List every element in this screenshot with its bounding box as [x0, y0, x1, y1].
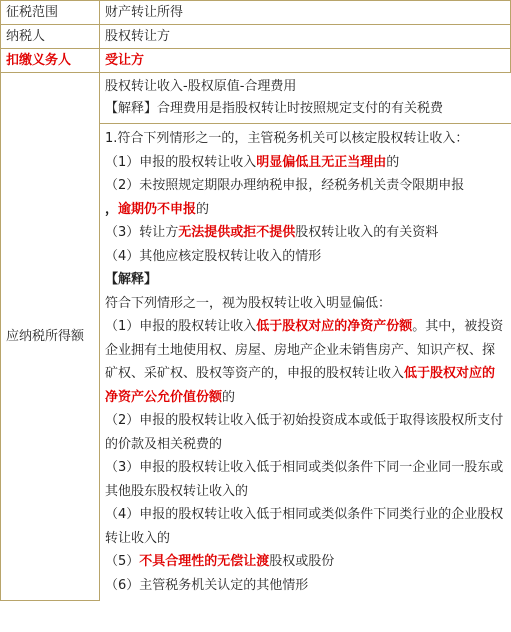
- e5-suffix: 股权或股份: [269, 554, 335, 569]
- item1-emph: 明显偏低且无正当理由: [256, 154, 387, 170]
- taxpayer-value: 股权转让方: [100, 25, 511, 49]
- item3-prefix: （3）转让方: [105, 225, 179, 240]
- item2-emph: 逾期仍不申报: [118, 201, 197, 217]
- explain-item1: [105, 315, 506, 409]
- formula-row: [100, 73, 511, 124]
- row-taxpayer: [1, 25, 511, 49]
- explain-item4: （4）申报的股权转让收入低于相同或类似条件下同类行业的企业股权转让收入的: [105, 507, 504, 546]
- taxpayer-key: 纳税人: [1, 25, 100, 49]
- item2-suffix: 的: [196, 201, 210, 217]
- explain-intro: 符合下列情形之一，视为股权转让收入明显偏低：: [105, 295, 392, 311]
- item1-prefix: （1）申报的股权转让收入: [105, 154, 257, 170]
- rules-row: [100, 124, 511, 601]
- e1-suffix: 的: [222, 389, 236, 405]
- item3-suffix: 股权转让收入的有关资料: [295, 225, 439, 240]
- formula-text: 股权转让收入-股权原值-合理费用: [105, 79, 297, 94]
- row-withholding: [1, 49, 511, 73]
- explain-item5: [105, 550, 506, 574]
- row-scope: [1, 1, 511, 25]
- withholding-value: 受让方: [100, 49, 511, 73]
- scope-value: 财产转让所得: [100, 1, 511, 25]
- withholding-key: 扣缴义务人: [1, 49, 100, 73]
- explain-item2: （2）申报的股权转让收入低于初始投资成本或低于取得该股权所支付的价款及相关税费的: [105, 413, 504, 452]
- formula-note: [105, 98, 506, 120]
- e1-mid: 。其中，被投资企业拥有土地使用权、房屋、房地产企业未销售房产、知识产权、探矿权、采矿权、股权等资产的，申报的股权转让收入: [105, 319, 504, 381]
- item2-line1: （2）未按照规定期限办理纳税申报，经税务机关责令限期申报: [105, 178, 465, 193]
- item4: （4）其他应核定股权转让收入的情形: [105, 248, 322, 264]
- explain-item6: （6）主管税务机关认定的其他情形: [105, 577, 309, 593]
- formula-note-text: 合理费用是指股权转让时按照规定支付的有关税费: [157, 101, 444, 116]
- taxable-income-key: 应纳税所得额: [1, 73, 100, 601]
- explain-item3: （3）申报的股权转让收入低于相同或类似条件下同一企业同一股东或其他股东股权转让收入的: [105, 460, 504, 499]
- item1-suffix: 的: [386, 154, 400, 170]
- inner-table: [100, 73, 511, 600]
- row-taxable-income: [1, 73, 511, 601]
- e5-emph: 不具合理性的无偿让渡: [139, 554, 270, 569]
- taxable-income-detail: [100, 73, 511, 601]
- explain-heading: 【解释】: [105, 272, 158, 287]
- e5-prefix: （5）: [105, 554, 140, 569]
- e1-emph2: 低于股权对应的净资产公允价值份额: [105, 366, 496, 405]
- section1-intro: 1.符合下列情形之一的，主管税务机关可以核定股权转让收入：: [105, 131, 469, 146]
- item1: [105, 151, 506, 175]
- item2-line2: [105, 198, 506, 222]
- formula-note-prefix: 【解释】: [105, 101, 158, 116]
- item3: [105, 221, 506, 245]
- e1-prefix: （1）申报的股权转让收入: [105, 319, 257, 334]
- scope-key: 征税范围: [1, 1, 100, 25]
- e1-emph: 低于股权对应的净资产份额: [256, 319, 413, 334]
- item2-prefix: ，: [105, 201, 119, 217]
- item3-emph: 无法提供或拒不提供: [178, 225, 296, 240]
